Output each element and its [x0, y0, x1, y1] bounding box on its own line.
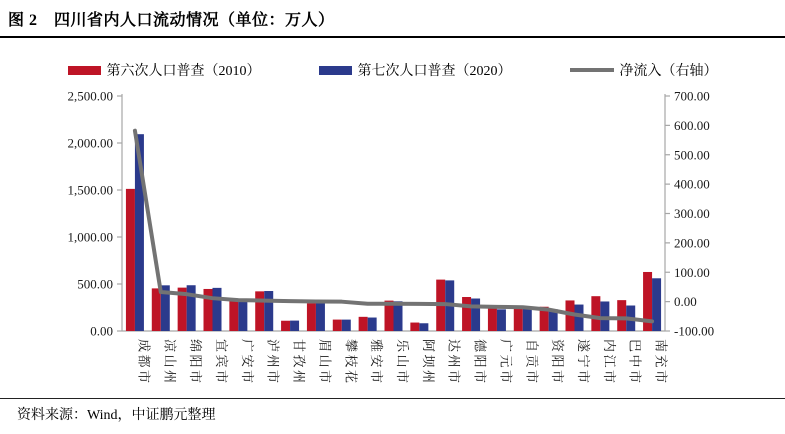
right-axis-tick-label: 600.00 [674, 117, 710, 133]
x-axis-category-label: 广安市 [239, 339, 255, 386]
bar-2020 [264, 291, 273, 331]
x-axis-category-label: 甘孜州 [291, 339, 307, 386]
bar-2010 [514, 306, 523, 331]
population-flow-chart [0, 88, 785, 388]
bar-2010 [410, 323, 419, 331]
x-axis-category-label: 广元市 [498, 339, 514, 386]
bar-2020 [290, 321, 299, 331]
right-axis-tick-label: 400.00 [674, 176, 710, 192]
bar-2020 [213, 288, 222, 331]
bar-2020 [652, 278, 661, 331]
x-axis-category-label: 德阳市 [472, 339, 488, 386]
right-axis-tick-label: 300.00 [674, 206, 710, 221]
x-axis-category-label: 遂宁市 [576, 339, 591, 386]
bar-2010 [617, 300, 626, 331]
x-axis-category-label: 宜宾市 [214, 339, 229, 386]
right-axis-tick-label: 700.00 [674, 88, 710, 104]
bar-2010 [281, 321, 290, 331]
legend-item-census-2010 [68, 60, 261, 80]
figure-title: 图 2 四川省内人口流动情况（单位：万人） [8, 12, 335, 29]
bar-2020 [575, 305, 584, 331]
footer-divider [0, 398, 785, 399]
left-axis-tick-label: 2,500.00 [67, 88, 113, 104]
right-axis-tick-label: -100.00 [674, 323, 715, 339]
left-axis-tick-label: 500.00 [77, 276, 113, 292]
x-axis-category-label: 阿坝州 [420, 339, 436, 386]
legend-label-census-2010: 第六次人口普查（2010） [106, 64, 261, 79]
x-axis-category-label: 绵阳市 [188, 339, 204, 386]
bar-2020 [523, 308, 532, 331]
right-axis-tick-label: 200.00 [674, 235, 710, 251]
x-axis-category-label: 凉山州 [162, 339, 178, 386]
bar-2010 [255, 291, 264, 331]
chart-legend [0, 60, 785, 80]
bar-2010 [359, 317, 368, 331]
x-axis-category-label: 乐山市 [395, 339, 410, 386]
x-axis-category-label: 资阳市 [550, 339, 566, 386]
bar-2020 [342, 320, 351, 331]
bar-2020 [419, 323, 428, 331]
legend-label-census-2020: 第七次人口普查（2020） [357, 64, 512, 79]
bar-2010 [126, 189, 135, 331]
legend-item-net-inflow [570, 60, 718, 80]
title-divider [0, 36, 785, 38]
left-axis-tick-label: 2,000.00 [67, 135, 113, 151]
x-axis-category-label: 南充市 [653, 339, 669, 386]
bar-2020 [471, 299, 480, 331]
bar-2010 [488, 308, 497, 331]
right-axis-tick-label: 500.00 [674, 147, 710, 163]
bar-2020 [238, 300, 247, 331]
right-axis-tick-label: 100.00 [674, 264, 710, 280]
blue-bar-swatch-icon [319, 66, 352, 75]
bar-2010 [591, 296, 600, 331]
bar-2020 [497, 309, 506, 331]
bar-2020 [316, 303, 325, 331]
x-axis-category-label: 泸州市 [265, 339, 281, 386]
bar-2020 [368, 318, 377, 331]
x-axis-category-label: 内江市 [601, 339, 617, 386]
x-axis-category-label: 成都市 [136, 339, 152, 386]
left-axis-tick-label: 1,000.00 [67, 229, 113, 245]
bar-2010 [152, 288, 161, 331]
source-note: 资料来源：Wind，中证鹏元整理 [17, 408, 216, 423]
x-axis-category-label: 眉山市 [317, 339, 333, 386]
x-axis-category-label: 雅安市 [369, 339, 385, 386]
bar-2010 [462, 297, 471, 331]
x-axis-category-label: 攀枝花 [343, 339, 359, 386]
red-bar-swatch-icon [68, 66, 101, 75]
bar-2010 [229, 301, 238, 331]
bar-2010 [333, 320, 342, 331]
gray-line-swatch-icon [570, 68, 614, 72]
legend-item-census-2020 [319, 60, 512, 80]
left-axis-tick-label: 1,500.00 [67, 182, 113, 198]
legend-label-net-inflow: 净流入（右轴） [619, 64, 718, 79]
x-axis-category-label: 自贡市 [524, 339, 540, 386]
bar-2010 [307, 303, 316, 331]
bar-2020 [187, 285, 196, 331]
x-axis-category-label: 达州市 [446, 339, 462, 386]
right-axis-tick-label: 0.00 [674, 294, 697, 310]
x-axis-category-label: 巴中市 [627, 339, 643, 386]
left-axis-tick-label: 0.00 [90, 323, 113, 339]
